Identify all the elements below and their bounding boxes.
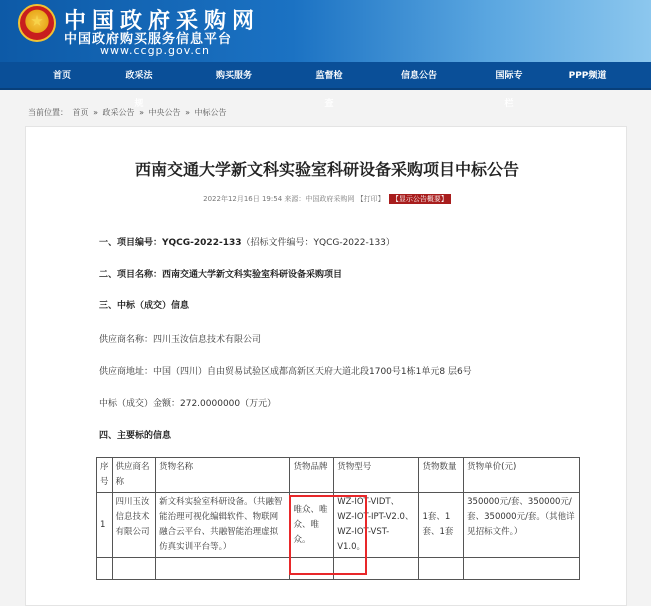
project-number-note: （招标文件编号：YQCG-2022-133） <box>241 238 395 248</box>
breadcrumb-award[interactable]: 中标公告 <box>194 108 227 117</box>
nav-item-ppp[interactable]: PPP频道 <box>568 71 607 81</box>
nav-item-announcements[interactable]: 信息公告 <box>400 71 437 81</box>
main-items-heading: 四、主要标的信息 <box>99 431 172 441</box>
col-header-price: 货物单价(元) <box>464 458 580 493</box>
project-number-label: 一、项目编号： <box>99 238 163 248</box>
nav-item-supervision[interactable]: 监督检查 <box>315 71 343 109</box>
publish-date: 2022年12月16日 19:54 <box>203 195 283 203</box>
main-nav <box>0 62 651 109</box>
nav-item-services[interactable]: 购买服务 <box>215 71 252 81</box>
empty-cell <box>112 558 156 580</box>
site-url: www.ccgp.gov.cn <box>100 44 210 57</box>
empty-cell <box>97 558 113 580</box>
article-source: 来源：中国政府采购网 <box>284 195 355 203</box>
article-meta <box>26 194 628 204</box>
empty-cell <box>419 558 464 580</box>
site-logo-title[interactable]: 中国政府采购网 <box>64 8 261 34</box>
section-project-name <box>99 267 342 280</box>
site-logo-subtitle: 中国政府购买服务信息平台 <box>64 32 233 47</box>
brand-highlight-box <box>289 495 367 575</box>
award-amount: 中标（成交）金额：272.0000000（万元） <box>99 399 277 409</box>
breadcrumb <box>0 100 651 126</box>
col-header-qty: 货物数量 <box>419 458 464 493</box>
nav-item-home[interactable]: 首页 <box>52 71 71 81</box>
breadcrumb-sep: » <box>185 108 190 117</box>
cell-price: 350000元/套、350000元/套、350000元/套。（其他详见招标文件。） <box>464 493 580 558</box>
project-number-value: YQCG-2022-133 <box>162 238 242 248</box>
breadcrumb-sep: » <box>93 108 98 117</box>
supplier-name: 供应商名称：四川玉汝信息技术有限公司 <box>99 335 262 345</box>
site-header <box>0 0 651 62</box>
cell-qty: 1套、1套、1套 <box>419 493 464 558</box>
breadcrumb-central[interactable]: 中央公告 <box>148 108 181 117</box>
empty-cell <box>156 558 290 580</box>
section-main-items <box>99 428 171 441</box>
breadcrumb-home[interactable]: 首页 <box>72 108 89 117</box>
project-name-value: 西南交通大学新文科实验室科研设备采购项目 <box>162 270 343 280</box>
col-header-brand: 货物品牌 <box>290 458 334 493</box>
breadcrumb-label: 当前位置： <box>28 108 68 117</box>
print-link[interactable]: 【打印】 <box>356 195 385 203</box>
section-award-info <box>99 298 189 311</box>
col-header-no: 序号 <box>97 458 113 493</box>
cell-model: WZ-IOT-VIDT、WZ-IOT-IPT-V2.0、WZ-IOT-VST-V1.0。 <box>334 493 419 558</box>
project-name-label: 二、项目名称： <box>99 270 163 280</box>
cell-brand: 唯众、唯众、唯众。 <box>290 493 334 558</box>
page-title: 西南交通大学新文科实验室科研设备采购项目中标公告 <box>134 160 519 179</box>
national-emblem-icon <box>18 4 56 42</box>
col-header-goods: 货物名称 <box>156 458 290 493</box>
empty-cell <box>464 558 580 580</box>
col-header-supplier: 供应商名称 <box>112 458 156 493</box>
award-info-heading: 三、中标（成交）信息 <box>99 301 190 311</box>
show-summary-button[interactable]: 【显示公告概要】 <box>389 194 451 204</box>
cell-goods: 新文科实验室科研设备。（共融智能治理可视化编辑软件、物联网融合云平台、共融智能治理虚拟仿真实训平台等。） <box>156 493 290 558</box>
section-project-number <box>99 235 395 248</box>
cell-supplier: 四川玉汝信息技术有限公司 <box>112 493 156 558</box>
breadcrumb-procurement[interactable]: 政采公告 <box>102 108 135 117</box>
breadcrumb-sep: » <box>139 108 144 117</box>
nav-item-regulations[interactable]: 政采法规 <box>125 71 153 109</box>
nav-item-international[interactable]: 国际专栏 <box>495 71 523 109</box>
table-header-row <box>97 458 580 493</box>
col-header-model: 货物型号 <box>334 458 419 493</box>
supplier-address: 供应商地址：中国（四川）自由贸易试验区成都高新区天府大道北段1700号1栋1单元8 层6号 <box>99 367 472 377</box>
cell-no: 1 <box>97 493 113 558</box>
